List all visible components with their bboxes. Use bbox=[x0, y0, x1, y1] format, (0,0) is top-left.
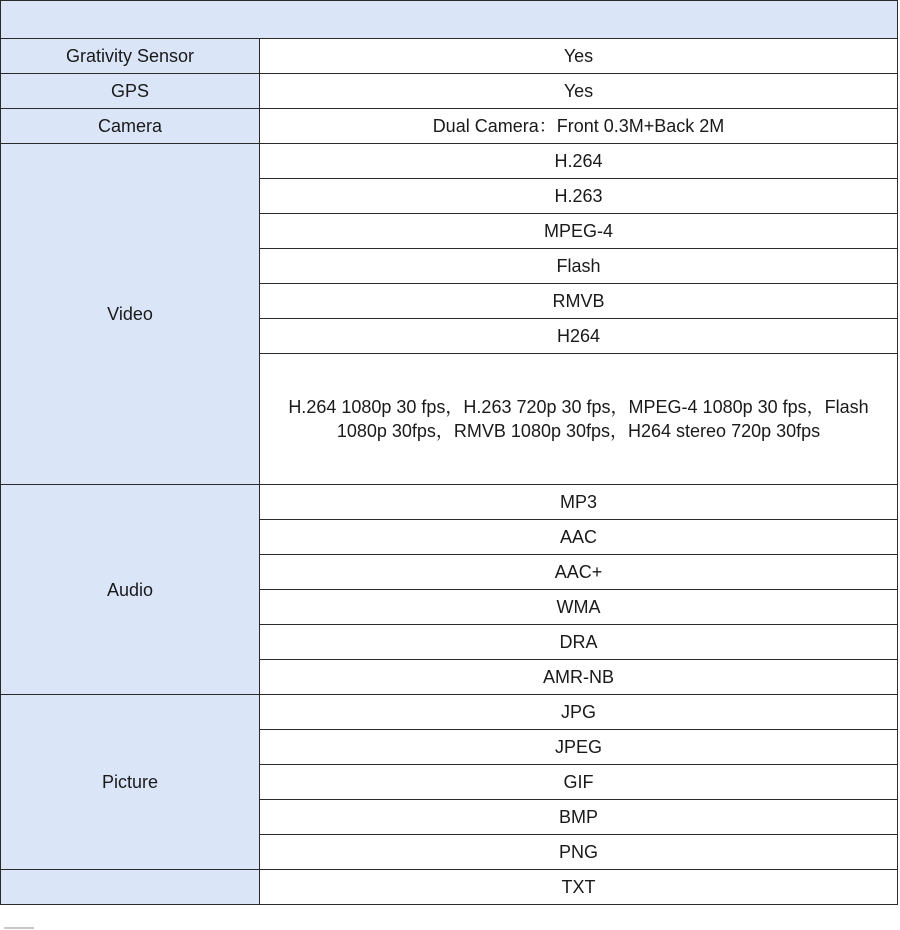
value-video-item: H.263 bbox=[260, 179, 898, 214]
label-picture: Picture bbox=[1, 695, 260, 870]
value-camera: Dual Camera：Front 0.3M+Back 2M bbox=[260, 109, 898, 144]
table-row-audio bbox=[1, 485, 898, 520]
table-row-video bbox=[1, 144, 898, 179]
value-gravity-sensor: Yes bbox=[260, 39, 898, 74]
label-gravity-sensor: Grativity Sensor bbox=[1, 39, 260, 74]
label-camera: Camera bbox=[1, 109, 260, 144]
table-row-camera bbox=[1, 109, 898, 144]
value-video-item: H264 bbox=[260, 319, 898, 354]
bottom-mark bbox=[4, 927, 34, 929]
label-video: Video bbox=[1, 144, 260, 485]
value-audio-item: AAC bbox=[260, 520, 898, 555]
value-audio-item: AMR-NB bbox=[260, 660, 898, 695]
value-audio-item: AAC+ bbox=[260, 555, 898, 590]
value-audio-item: WMA bbox=[260, 590, 898, 625]
value-video-summary: H.264 1080p 30 fps，H.263 720p 30 fps，MPEG-4 1080p 30 fps，Flash 1080p 30fps，RMVB 1080p 30fps，H264 stereo 720p 30fps bbox=[260, 354, 898, 485]
value-picture-item: JPG bbox=[260, 695, 898, 730]
value-audio-item: MP3 bbox=[260, 485, 898, 520]
value-video-item: Flash bbox=[260, 249, 898, 284]
value-audio-item: DRA bbox=[260, 625, 898, 660]
value-video-item: MPEG-4 bbox=[260, 214, 898, 249]
value-video-item: H.264 bbox=[260, 144, 898, 179]
value-gps: Yes bbox=[260, 74, 898, 109]
value-picture-item: GIF bbox=[260, 765, 898, 800]
value-text: TXT bbox=[260, 870, 898, 905]
value-video-item: RMVB bbox=[260, 284, 898, 319]
table-row-gps bbox=[1, 74, 898, 109]
label-audio: Audio bbox=[1, 485, 260, 695]
value-picture-item: BMP bbox=[260, 800, 898, 835]
table-row-gravity-sensor bbox=[1, 39, 898, 74]
value-picture-item: JPEG bbox=[260, 730, 898, 765]
label-gps: GPS bbox=[1, 74, 260, 109]
value-picture-item: PNG bbox=[260, 835, 898, 870]
label-text bbox=[1, 870, 260, 905]
table-row-picture bbox=[1, 695, 898, 730]
header-row bbox=[1, 1, 898, 39]
header-band bbox=[1, 1, 898, 39]
table-row-text bbox=[1, 870, 898, 905]
